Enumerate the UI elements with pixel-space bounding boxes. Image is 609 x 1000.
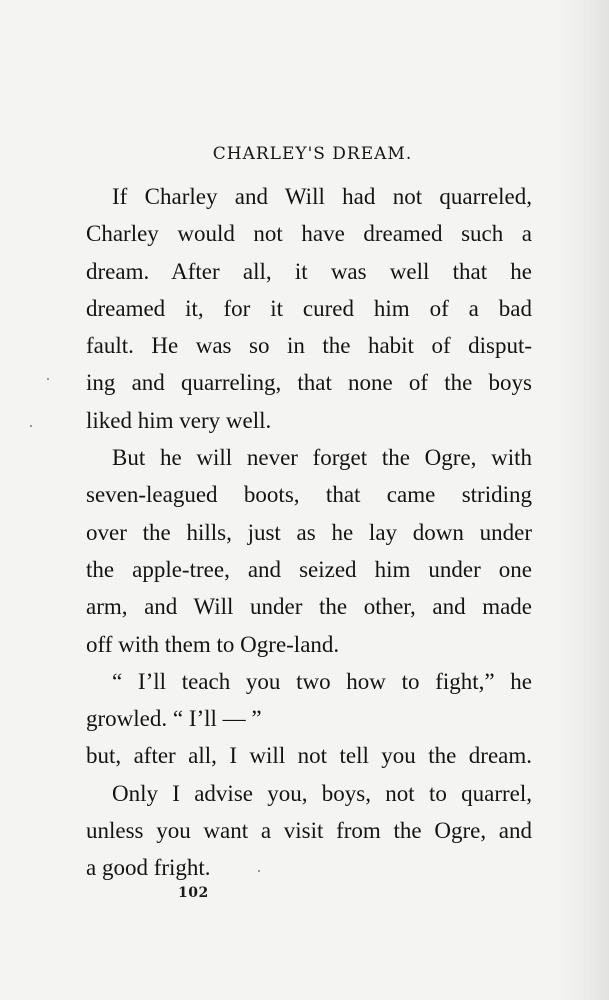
text-line: a good fright. [86,855,211,881]
paragraph-4 [86,737,532,774]
text-line: Charley would not have dreamed such a [86,221,532,247]
paragraph-3 [86,663,532,738]
text-line: dream. After all, it was well that he [86,258,532,284]
text-line: growled. “ I’ll — ” [86,706,262,732]
text-line: unless you want a visit from the Ogre, and [86,818,532,844]
text-line: But he will never forget the Ogre, with [112,445,532,471]
text-line: Only I advise you, boys, not to quarrel, [112,780,532,806]
text-line: fault. He was so in the habit of disput- [86,333,532,359]
text-line: ing and quarreling, that none of the boys [86,370,532,396]
paragraph-1 [86,178,532,439]
text-line: but, after all, I will not tell you the dream. [86,743,532,769]
chapter-title-text: CHARLEY'S DREAM. [212,144,413,164]
text-line: over the hills, just as he lay down under [86,519,532,545]
paragraph-2 [86,439,532,663]
paper-speck [258,870,260,872]
text-line: dreamed it, for it cured him of a bad [86,295,532,321]
text-line: “ I’ll teach you two how to fight,” he [112,668,532,694]
paper-speck [30,425,32,427]
text-line: liked him very well. [86,407,272,433]
text-line: arm, and Will under the other, and made [86,594,532,620]
paper-speck [47,378,49,380]
paragraph-5 [86,775,532,887]
text-line: the apple-tree, and seized him under one [86,556,532,582]
page-number: 102 [178,885,209,901]
text-line: off with them to Ogre-land. [86,631,340,657]
chapter-title [0,144,609,164]
text-line: seven-leagued boots, that came striding [86,482,532,508]
body-text [86,178,532,887]
text-line: If Charley and Will had not quarreled, [112,184,532,209]
